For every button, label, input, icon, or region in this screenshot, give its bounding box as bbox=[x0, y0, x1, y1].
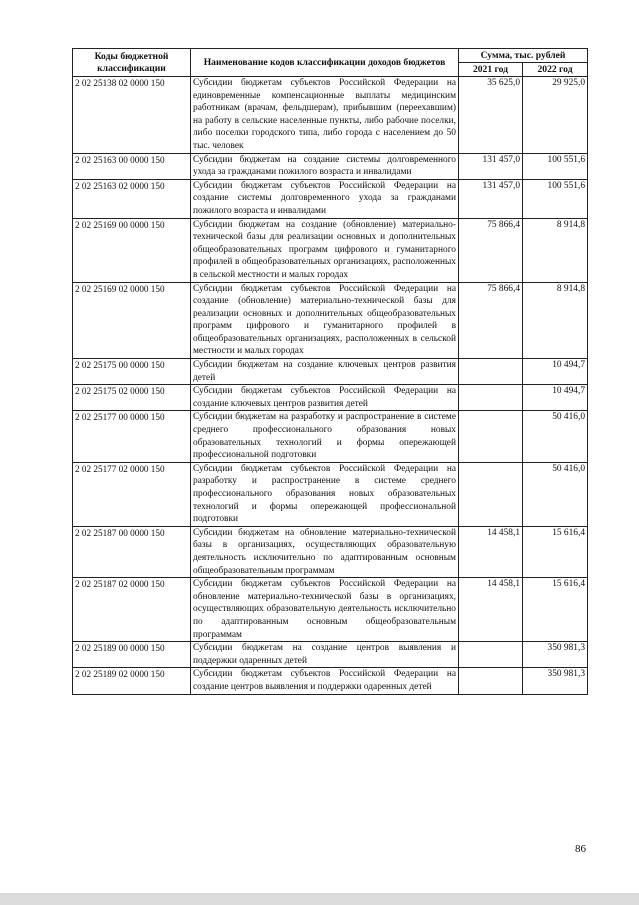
table-row bbox=[73, 179, 588, 218]
amount-2021-cell bbox=[459, 462, 523, 526]
table-row bbox=[73, 385, 588, 411]
budget-code-cell: 2 02 25177 00 0000 150 bbox=[73, 411, 191, 462]
amount-2021-cell: 35 625,0 bbox=[459, 77, 523, 154]
amount-2021-cell bbox=[459, 411, 523, 462]
budget-code-cell: 2 02 25169 00 0000 150 bbox=[73, 218, 191, 282]
budget-code-cell: 2 02 25189 02 0000 150 bbox=[73, 668, 191, 694]
revenue-table bbox=[72, 48, 588, 695]
table-row bbox=[73, 526, 588, 577]
amount-2022-cell: 100 551,6 bbox=[523, 179, 588, 218]
table-row bbox=[73, 153, 588, 179]
income-name-cell: Субсидии бюджетам на разработку и распространение в системе среднего профессионального образования новых образовательных технологий и формы опережающей профессиональной подготовки bbox=[191, 411, 459, 462]
income-name-cell: Субсидии бюджетам на создание (обновление) материально-технической базы для реализации основных и дополнительных общеобразовательных программ цифрового и гуманитарного профилей в общеобразовательных организациях, расположенных в сельской местности и малых городах bbox=[191, 218, 459, 282]
amount-2022-cell: 15 616,4 bbox=[523, 526, 588, 577]
amount-2021-cell: 14 458,1 bbox=[459, 578, 523, 642]
table-row bbox=[73, 642, 588, 668]
income-name-cell: Субсидии бюджетам на обновление материально-технической базы в организациях, осуществляющих образовательную деятельность исключительно по адаптированным основным общеобразовательным программам bbox=[191, 526, 459, 577]
table-row bbox=[73, 359, 588, 385]
amount-2022-cell: 8 914,8 bbox=[523, 282, 588, 359]
income-name-cell: Субсидии бюджетам на создание системы долговременного ухода за гражданами пожилого возраста и инвалидами bbox=[191, 153, 459, 179]
amount-2022-cell: 350 981,3 bbox=[523, 668, 588, 694]
header-year-2022: 2022 год bbox=[523, 63, 588, 77]
income-name-cell: Субсидии бюджетам субъектов Российской Федерации на обновление материально-технической базы в организациях, осуществляющих образовательную деятельность исключительно по адаптированным основным общеобразовательным программам bbox=[191, 578, 459, 642]
table-row bbox=[73, 282, 588, 359]
amount-2022-cell: 8 914,8 bbox=[523, 218, 588, 282]
table-row bbox=[73, 668, 588, 694]
amount-2021-cell: 131 457,0 bbox=[459, 153, 523, 179]
income-name-cell: Субсидии бюджетам на создание центров выявления и поддержки одаренных детей bbox=[191, 642, 459, 668]
income-name-cell: Субсидии бюджетам субъектов Российской Федерации на создание (обновление) материально-технической базы для реализации основных и дополнительных общеобразовательных программ цифрового и гуманитарного профилей в общеобразовательных организациях, расположенных в сельской местности и малых городах bbox=[191, 282, 459, 359]
income-name-cell: Субсидии бюджетам субъектов Российской Федерации на разработку и распространение в системе среднего профессионального образования новых образовательных технологий и формы опережающей профессиональной подготовки bbox=[191, 462, 459, 526]
amount-2022-cell: 10 494,7 bbox=[523, 359, 588, 385]
budget-code-cell: 2 02 25138 02 0000 150 bbox=[73, 77, 191, 154]
header-row bbox=[73, 49, 588, 63]
amount-2022-cell: 10 494,7 bbox=[523, 385, 588, 411]
table-row bbox=[73, 462, 588, 526]
table-row bbox=[73, 77, 588, 154]
budget-code-cell: 2 02 25189 00 0000 150 bbox=[73, 642, 191, 668]
income-name-cell: Субсидии бюджетам субъектов Российской Федерации на создание центров выявления и поддержки одаренных детей bbox=[191, 668, 459, 694]
table-row bbox=[73, 578, 588, 642]
header-name: Наименование кодов классификации доходов бюджетов bbox=[191, 49, 459, 77]
amount-2022-cell: 29 925,0 bbox=[523, 77, 588, 154]
table-row bbox=[73, 411, 588, 462]
scan-bottom-edge bbox=[0, 893, 639, 905]
budget-code-cell: 2 02 25187 02 0000 150 bbox=[73, 578, 191, 642]
amount-2022-cell: 15 616,4 bbox=[523, 578, 588, 642]
amount-2021-cell: 75 866,4 bbox=[459, 218, 523, 282]
header-codes: Коды бюджетной классификации bbox=[73, 49, 191, 77]
page-number: 86 bbox=[575, 843, 586, 855]
income-name-cell: Субсидии бюджетам субъектов Российской Федерации на создание системы долговременного ухода за гражданами пожилого возраста и инвалидами bbox=[191, 179, 459, 218]
amount-2021-cell: 75 866,4 bbox=[459, 282, 523, 359]
amount-2021-cell bbox=[459, 668, 523, 694]
budget-code-cell: 2 02 25175 00 0000 150 bbox=[73, 359, 191, 385]
amount-2021-cell bbox=[459, 359, 523, 385]
income-name-cell: Субсидии бюджетам субъектов Российской Федерации на единовременные компенсационные выплаты медицинским работникам (врачам, фельдшерам), прибывшим (переехавшим) на работу в сельские населенные пункты, либо рабочие поселки, либо поселки городского типа, либо города с населением до 50 тыс. человек bbox=[191, 77, 459, 154]
amount-2021-cell bbox=[459, 642, 523, 668]
budget-code-cell: 2 02 25163 00 0000 150 bbox=[73, 153, 191, 179]
income-name-cell: Субсидии бюджетам на создание ключевых центров развития детей bbox=[191, 359, 459, 385]
header-sum: Сумма, тыс. рублей bbox=[459, 49, 588, 63]
amount-2022-cell: 50 416,0 bbox=[523, 411, 588, 462]
table-row bbox=[73, 218, 588, 282]
budget-code-cell: 2 02 25177 02 0000 150 bbox=[73, 462, 191, 526]
budget-code-cell: 2 02 25169 02 0000 150 bbox=[73, 282, 191, 359]
budget-code-cell: 2 02 25175 02 0000 150 bbox=[73, 385, 191, 411]
income-name-cell: Субсидии бюджетам субъектов Российской Федерации на создание ключевых центров развития детей bbox=[191, 385, 459, 411]
amount-2022-cell: 50 416,0 bbox=[523, 462, 588, 526]
amount-2021-cell: 14 458,1 bbox=[459, 526, 523, 577]
budget-code-cell: 2 02 25187 00 0000 150 bbox=[73, 526, 191, 577]
amount-2022-cell: 350 981,3 bbox=[523, 642, 588, 668]
amount-2021-cell bbox=[459, 385, 523, 411]
budget-code-cell: 2 02 25163 02 0000 150 bbox=[73, 179, 191, 218]
amount-2022-cell: 100 551,6 bbox=[523, 153, 588, 179]
amount-2021-cell: 131 457,0 bbox=[459, 179, 523, 218]
header-year-2021: 2021 год bbox=[459, 63, 523, 77]
